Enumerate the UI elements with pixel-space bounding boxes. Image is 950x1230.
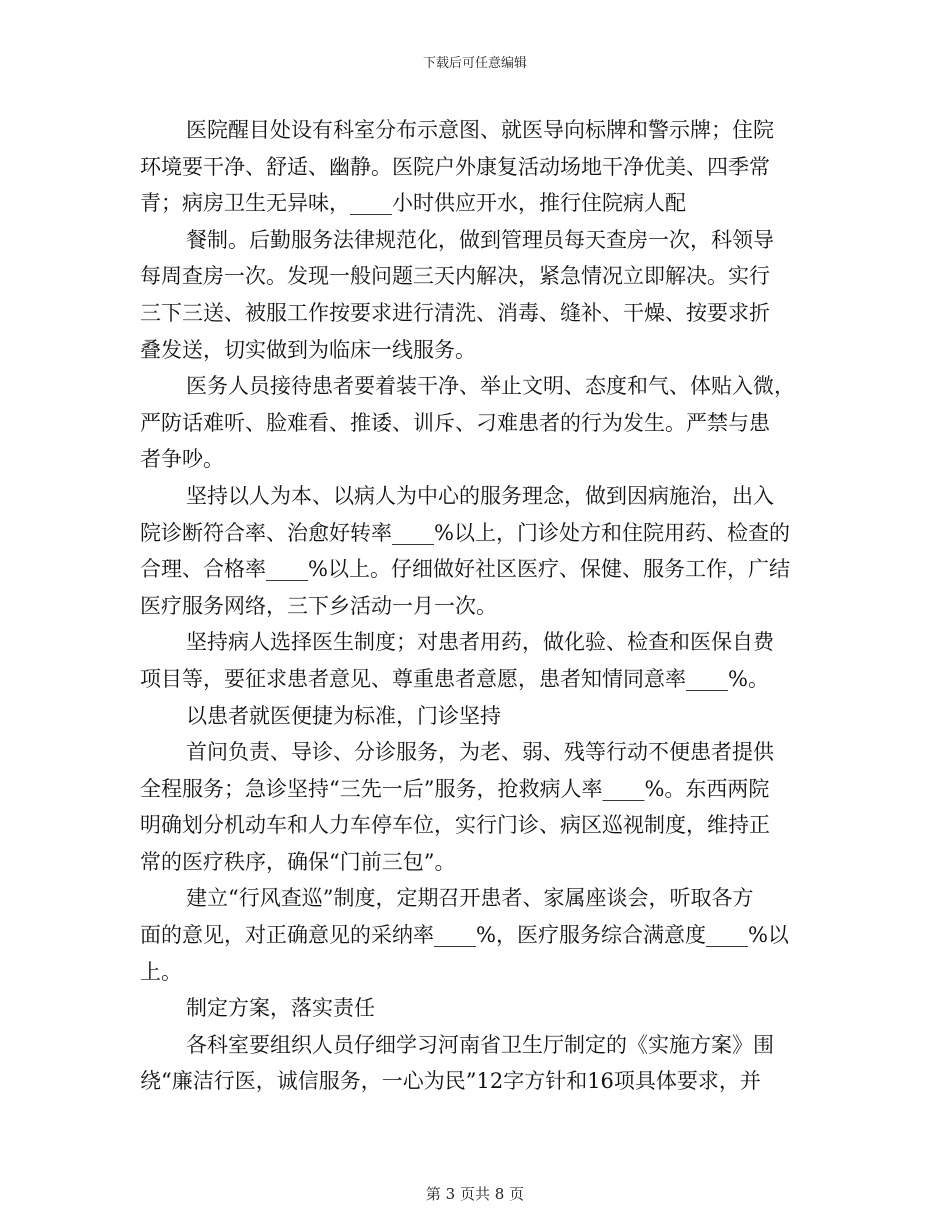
text-line: 叠发送，切实做到为临床一线服务。	[140, 337, 476, 362]
text-line: 面的意见，对正确意见的采纳率____%，医疗服务综合满意度____%以	[140, 923, 789, 948]
page-footer: 第 3 页共 8 页	[425, 1185, 525, 1203]
text-line: 首问负责、导诊、分诊服务，为老、弱、残等行动不便患者提供	[186, 740, 774, 765]
text-line: 项目等，要征求患者意见、尊重患者意愿，患者知情同意率____%。	[140, 666, 769, 691]
text-line: 三下三送、被服工作按要求进行清洗、消毒、缝补、干燥、按要求折	[140, 300, 770, 325]
text-line: 建立“行风查巡”制度，定期召开患者、家属座谈会，听取各方	[186, 886, 754, 911]
text-line: 坚持病人选择医生制度；对患者用药，做化验、检查和医保自费	[186, 630, 774, 655]
text-line: 者争吵。	[140, 447, 224, 472]
text-line: 以患者就医便捷为标准，门诊坚持	[186, 703, 501, 728]
text-line: 绕“廉洁行医，诚信服务，一心为民”12字方针和16项具体要求，并	[140, 1069, 761, 1094]
text-line: 制定方案，落实责任	[186, 996, 375, 1021]
text-line: 青；病房卫生无异味，____小时供应开水，推行住院病人配	[140, 191, 686, 216]
text-line: 院诊断符合率、治愈好转率____%以上，门诊处方和住院用药、检查的	[140, 520, 790, 545]
text-line: 餐制。后勤服务法律规范化，做到管理员每天查房一次，科领导	[186, 227, 774, 252]
text-line: 医疗服务网络，三下乡活动一月一次。	[140, 593, 497, 618]
document-body	[140, 112, 808, 1100]
text-line: 严防话难听、脸难看、推诿、训斥、刁难患者的行为发生。严禁与患	[140, 410, 770, 435]
text-line: 每周查房一次。发现一般问题三天内解决，紧急情况立即解决。实行	[140, 264, 770, 289]
text-line: 明确划分机动车和人力车停车位，实行门诊、病区巡视制度，维持正	[140, 813, 770, 838]
text-line: 上。	[140, 959, 182, 984]
page-header: 下载后可任意编辑	[422, 56, 527, 71]
text-line: 环境要干净、舒适、幽静。医院户外康复活动场地干净优美、四季常	[140, 154, 770, 179]
text-line: 全程服务；急诊坚持“三先一后”服务，抢救病人率____%。东西两院	[140, 776, 770, 801]
text-line: 医务人员接待患者要着装干净、举止文明、态度和气、体贴入微，	[186, 374, 795, 399]
text-line: 各科室要组织人员仔细学习河南省卫生厅制定的《实施方案》围	[186, 1032, 774, 1057]
text-line: 常的医疗秩序，确保“门前三包”。	[140, 849, 456, 874]
text-line: 坚持以人为本、以病人为中心的服务理念，做到因病施治，出入	[186, 483, 774, 508]
text-line: 合理、合格率____%以上。仔细做好社区医疗、保健、服务工作，广结	[140, 557, 790, 582]
text-line: 医院醒目处设有科室分布示意图、就医导向标牌和警示牌；住院	[186, 118, 774, 142]
